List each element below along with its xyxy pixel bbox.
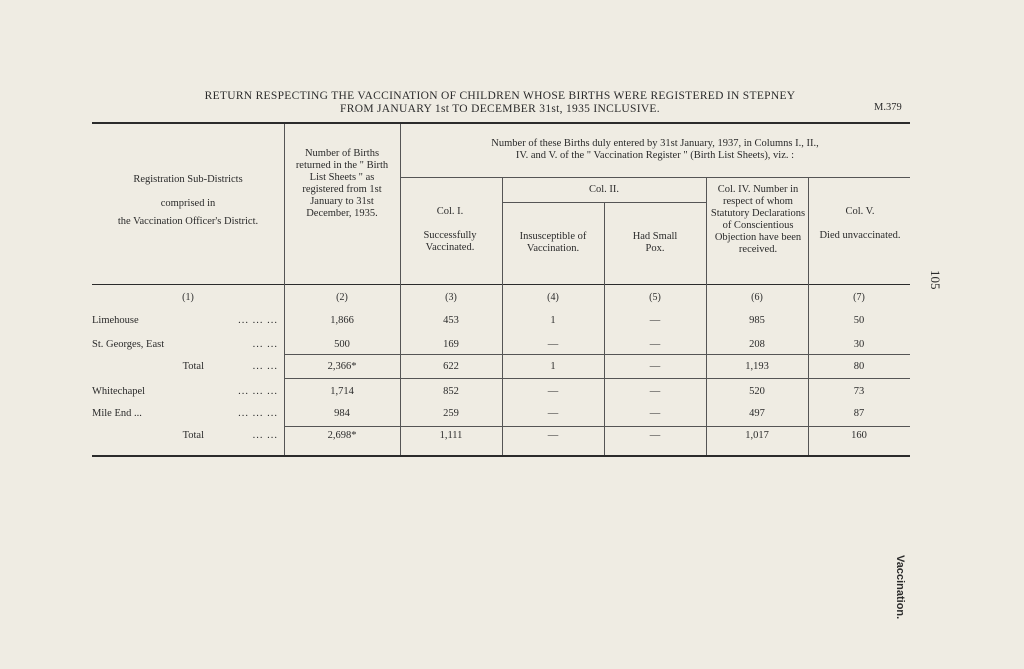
- table-cell: 87: [853, 408, 865, 419]
- header-col-V: [810, 206, 910, 242]
- col-number: (2): [336, 292, 348, 303]
- table-cell: 208: [749, 339, 765, 350]
- row-leader-dots: ... ... ...: [238, 408, 278, 419]
- header-bottom-rule: [92, 284, 910, 285]
- reference-code: M.379: [874, 102, 902, 113]
- table-cell: 1,193: [745, 361, 769, 372]
- table-cell: 160: [851, 430, 867, 441]
- table-cell: —: [547, 339, 559, 350]
- table-cell: 73: [853, 386, 865, 397]
- table-cell: 520: [749, 386, 765, 397]
- header-col-I-title: Col. I.: [436, 206, 464, 217]
- table-row-name: Total: [182, 430, 204, 441]
- table-cell: 80: [853, 361, 865, 372]
- column-divider: [400, 124, 401, 455]
- table-cell: 1,017: [745, 430, 769, 441]
- total-rule-2: [284, 378, 910, 379]
- total-rule-1: [284, 354, 910, 355]
- title-line-2: FROM JANUARY 1st TO DECEMBER 31st, 1935 INCLUSIVE.: [340, 103, 660, 115]
- table-cell: —: [649, 408, 661, 419]
- table-cell: —: [649, 361, 661, 372]
- header-col1-line3: the Vaccination Officer's District.: [117, 216, 259, 227]
- table-cell: 622: [443, 361, 459, 372]
- row-leader-dots: ... ...: [252, 339, 278, 350]
- header-col1-line2: comprised in: [160, 198, 216, 209]
- header-col-V-desc: Died unvaccinated.: [819, 230, 901, 241]
- table-cell: 2,366*: [327, 361, 357, 372]
- table-cell: 1,111: [439, 430, 463, 441]
- table-cell: 259: [443, 408, 459, 419]
- header-col2: Number of Births returned in the " Birth List Sheets " as registered from 1st January to 31st December, 1935.: [295, 148, 389, 219]
- col-number: (4): [547, 292, 559, 303]
- table-row-name: Mile End ...: [92, 408, 142, 419]
- col-number: (6): [751, 292, 763, 303]
- column-divider: [284, 124, 285, 455]
- title-line-1: RETURN RESPECTING THE VACCINATION OF CHILDREN WHOSE BIRTHS WERE REGISTERED IN STEPNEY: [204, 90, 796, 102]
- table-row-name: Whitechapel: [92, 386, 146, 397]
- header-col1-line1: Registration Sub-Districts: [133, 174, 243, 185]
- table-row-name: Total: [182, 361, 204, 372]
- table-cell: 984: [334, 408, 350, 419]
- table-cell: 1,866: [330, 315, 354, 326]
- col-number: (1): [182, 292, 194, 303]
- header-col-I: [402, 206, 498, 254]
- table-cell: —: [649, 315, 661, 326]
- header-col-IV: Col. IV. Number in respect of whom Statutory Declarations of Conscientious Objection have been received.: [710, 184, 806, 255]
- total-rule-3: [284, 426, 910, 427]
- table-cell: 852: [443, 386, 459, 397]
- section-label: Vaccination.: [894, 555, 906, 620]
- row-leader-dots: ... ... ...: [238, 315, 278, 326]
- header-group: Number of these Births duly entered by 31st January, 1937, in Columns I., II., IV. and V. of the " Vaccination Register " (Birth List Sheets), viz. :: [491, 138, 819, 161]
- row-leader-dots: ... ...: [252, 430, 278, 441]
- col-number: (5): [649, 292, 661, 303]
- row-leader-dots: ... ...: [252, 361, 278, 372]
- header-col-I-desc: Successfully Vaccinated.: [423, 230, 477, 253]
- col-number: (7): [853, 292, 865, 303]
- header-col-II: Col. II.: [588, 184, 620, 195]
- table-row-name: St. Georges, East: [92, 339, 165, 350]
- header-divider-1: [400, 177, 910, 178]
- header-col-II-b: Had Small Pox.: [632, 231, 678, 254]
- table-cell: 30: [853, 339, 865, 350]
- table-cell: 985: [749, 315, 765, 326]
- table-cell: 169: [443, 339, 459, 350]
- table-cell: —: [649, 430, 661, 441]
- table-cell: 453: [443, 315, 459, 326]
- table-cell: 1: [550, 315, 556, 326]
- table-bottom-rule: [92, 455, 910, 457]
- table-cell: —: [547, 408, 559, 419]
- page-title: [90, 90, 910, 116]
- table-cell: 497: [749, 408, 765, 419]
- table-row-name: Limehouse: [92, 315, 139, 326]
- table-cell: 50: [853, 315, 865, 326]
- table-cell: 1,714: [330, 386, 354, 397]
- table-top-rule: [92, 122, 910, 124]
- header-col1: [92, 174, 284, 228]
- table-cell: 1: [550, 361, 556, 372]
- header-col-V-title: Col. V.: [845, 206, 875, 217]
- row-leader-dots: ... ... ...: [238, 386, 278, 397]
- table-cell: —: [547, 386, 559, 397]
- page-number: 105: [928, 270, 943, 290]
- table-cell: 500: [334, 339, 350, 350]
- table-cell: —: [649, 386, 661, 397]
- table-cell: 2,698*: [327, 430, 357, 441]
- header-col-II-a: Insusceptible of Vaccination.: [519, 231, 587, 254]
- col-number: (3): [445, 292, 457, 303]
- table-cell: —: [547, 430, 559, 441]
- table-cell: —: [649, 339, 661, 350]
